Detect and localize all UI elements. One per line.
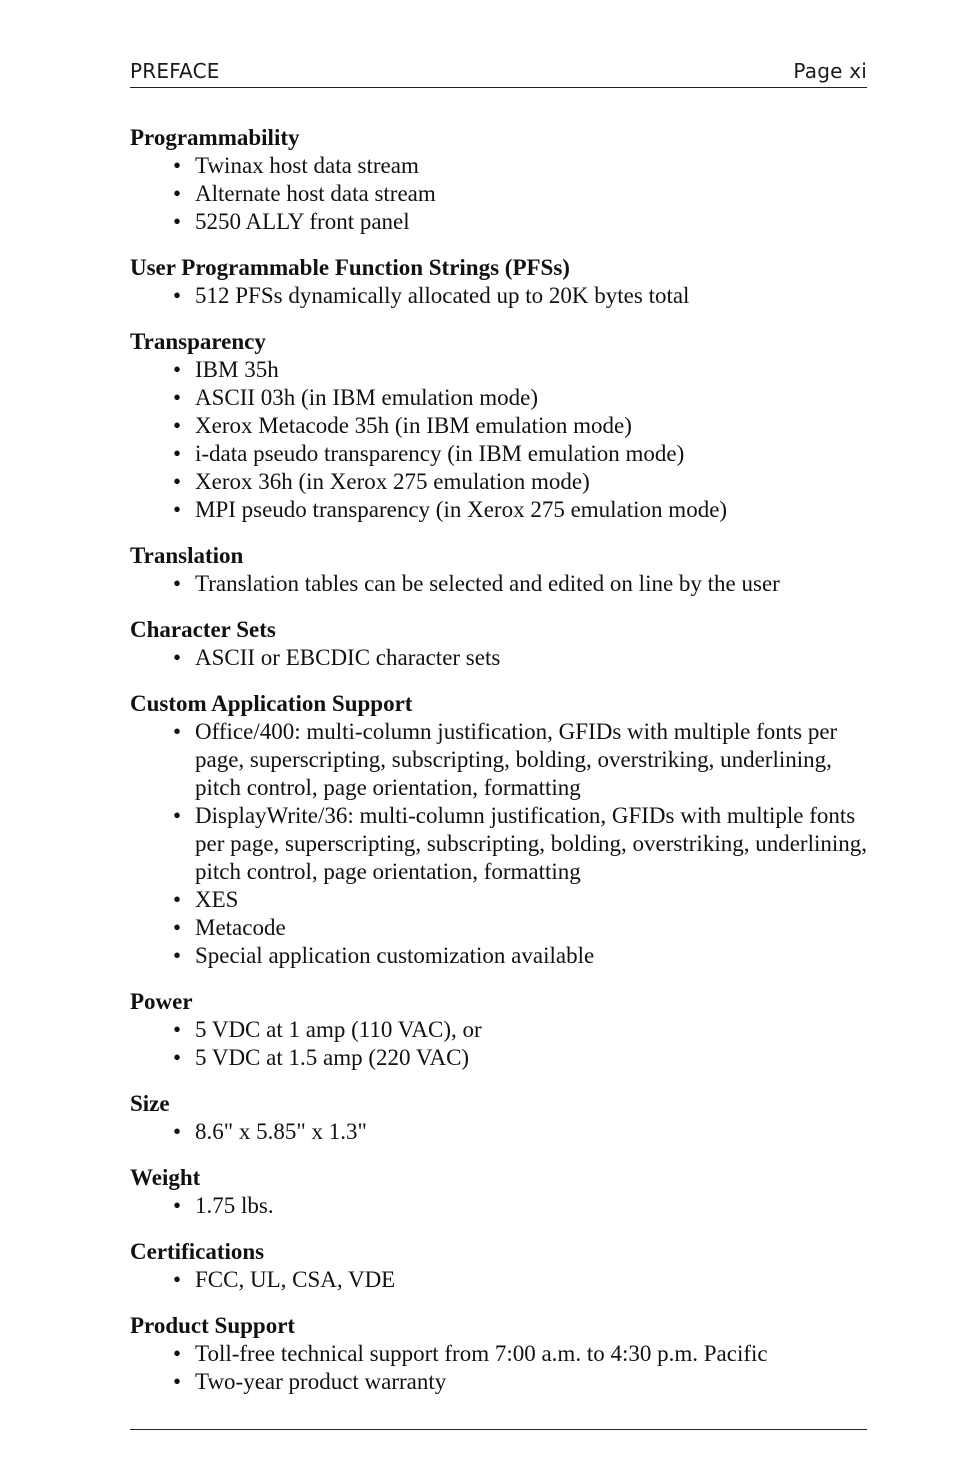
section-custom-application-support [130, 690, 867, 970]
section-size [130, 1090, 867, 1146]
section-title: Size [130, 1091, 170, 1116]
bullet-icon: • [173, 181, 182, 206]
bullet-list [130, 1340, 867, 1396]
bullet-icon: • [173, 719, 182, 744]
bullet-list [130, 152, 867, 236]
list-item: • IBM 35h [173, 357, 279, 382]
bullet-icon: • [173, 645, 182, 670]
spec-list [130, 124, 867, 1414]
section-title: Character Sets [130, 617, 276, 642]
bullet-icon: • [173, 887, 182, 912]
footer-rule [130, 1429, 867, 1430]
list-item: • Special application customization available [173, 943, 595, 968]
bullet-list [130, 1118, 867, 1146]
list-item: • FCC, UL, CSA, VDE [173, 1267, 396, 1292]
section-title: Programmability [130, 125, 300, 150]
bullet-icon: • [173, 1017, 182, 1042]
bullet-list [130, 644, 867, 672]
bullet-icon: • [173, 1341, 182, 1366]
bullet-list [130, 282, 867, 310]
section-title: Product Support [130, 1313, 296, 1338]
list-item: • ASCII 03h (in IBM emulation mode) [173, 385, 539, 410]
bullet-icon: • [173, 803, 182, 828]
section-title: Power [130, 989, 193, 1014]
section-power [130, 988, 867, 1072]
section-title: Weight [130, 1165, 201, 1190]
bullet-icon: • [173, 1267, 182, 1292]
list-item: • Toll-free technical support from 7:00 a.m. to 4:30 p.m. Pacific [173, 1341, 768, 1366]
bullet-list [130, 1192, 867, 1220]
section-title: Certifications [130, 1239, 265, 1264]
bullet-icon: • [173, 497, 182, 522]
header-page-number: Page xi [793, 59, 867, 83]
list-item: • Xerox 36h (in Xerox 275 emulation mode) [173, 469, 590, 494]
bullet-icon: • [173, 469, 182, 494]
bullet-icon: • [173, 1369, 182, 1394]
bullet-icon: • [173, 571, 182, 596]
section-translation [130, 542, 867, 598]
bullet-icon: • [173, 441, 182, 466]
section-certifications [130, 1238, 867, 1294]
list-item: • Translation tables can be selected and edited on line by the user [173, 571, 780, 596]
list-item: • DisplayWrite/36: multi-column justification, GFIDs with multiple fonts per page, superscripting, subscripting, bolding, overstriking, underlining, pitch control, page orientation, formatting [173, 803, 867, 884]
bullet-icon: • [173, 1193, 182, 1218]
list-item: • 5250 ALLY front panel [173, 209, 410, 234]
list-item: • MPI pseudo transparency (in Xerox 275 emulation mode) [173, 497, 728, 522]
page-header [130, 59, 867, 88]
bullet-list [130, 718, 867, 970]
bullet-list [130, 1266, 867, 1294]
list-item: • Twinax host data stream [173, 153, 419, 178]
section-title: User Programmable Function Strings (PFSs) [130, 255, 570, 280]
bullet-icon: • [173, 413, 182, 438]
bullet-icon: • [173, 943, 182, 968]
section-transparency [130, 328, 867, 524]
section-pfs [130, 254, 867, 310]
list-item: • 8.6" x 5.85" x 1.3" [173, 1119, 367, 1144]
section-title: Transparency [130, 329, 266, 354]
list-item: • Metacode [173, 915, 286, 940]
bullet-list [130, 570, 867, 598]
list-item: • 1.75 lbs. [173, 1193, 274, 1218]
section-product-support [130, 1312, 867, 1396]
bullet-icon: • [173, 209, 182, 234]
list-item: • Office/400: multi-column justification, GFIDs with multiple fonts per page, superscripting, subscripting, bolding, overstriking, underlining, pitch control, page orientation, formatting [173, 719, 838, 800]
section-character-sets [130, 616, 867, 672]
list-item: • Xerox Metacode 35h (in IBM emulation mode) [173, 413, 632, 438]
header-section-label: PREFACE [130, 59, 220, 83]
section-title: Translation [130, 543, 244, 568]
bullet-icon: • [173, 385, 182, 410]
list-item: • Alternate host data stream [173, 181, 436, 206]
bullet-icon: • [173, 1119, 182, 1144]
bullet-icon: • [173, 1045, 182, 1070]
bullet-icon: • [173, 283, 182, 308]
list-item: • 5 VDC at 1 amp (110 VAC), or [173, 1017, 482, 1042]
list-item: • ASCII or EBCDIC character sets [173, 645, 501, 670]
list-item: • Two-year product warranty [173, 1369, 447, 1394]
list-item: • i-data pseudo transparency (in IBM emulation mode) [173, 441, 685, 466]
bullet-icon: • [173, 357, 182, 382]
bullet-list [130, 1016, 867, 1072]
section-weight [130, 1164, 867, 1220]
section-programmability [130, 124, 867, 236]
list-item: • 512 PFSs dynamically allocated up to 20K bytes total [173, 283, 690, 308]
bullet-list [130, 356, 867, 524]
list-item: • XES [173, 887, 239, 912]
bullet-icon: • [173, 153, 182, 178]
list-item: • 5 VDC at 1.5 amp (220 VAC) [173, 1045, 470, 1070]
section-title: Custom Application Support [130, 691, 413, 716]
bullet-icon: • [173, 915, 182, 940]
